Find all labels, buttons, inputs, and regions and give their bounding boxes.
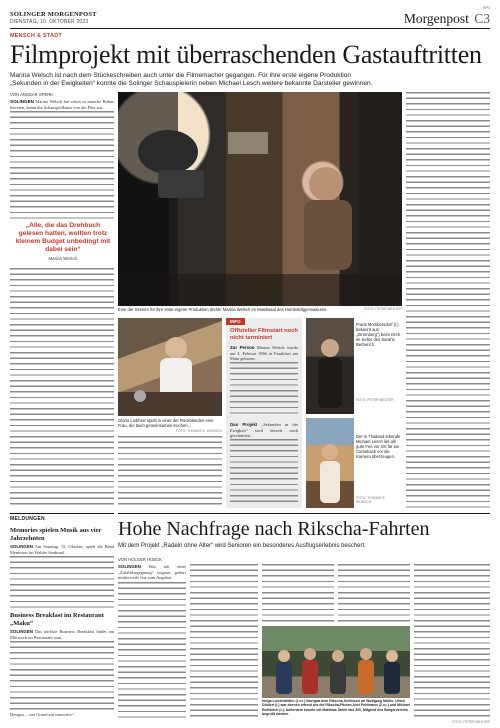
- info-project-label: Das Projekt: [230, 422, 258, 427]
- body-text-col1-bottom: [10, 268, 114, 508]
- article2-lead-place: SOLINGEN: [118, 564, 141, 569]
- main-photo: [118, 92, 402, 306]
- thailand-credit: FOTO: THOMAS E. WUNSCH: [356, 496, 386, 504]
- sidebar-item1-lead: [10, 544, 114, 555]
- sidebar-item1-title: Memories spielen Musik aus vier Jahrzehnten: [10, 527, 102, 542]
- info-text-lines-1: [230, 362, 298, 418]
- info-person-label: Zur Person: [230, 345, 255, 350]
- info-person: [230, 345, 298, 362]
- info-project-text: „Sekunden in der Ewigkeit“ wird derzeit noch geschnitten.: [230, 422, 298, 439]
- deck-line-1: Marina Welsch ist nach dem Stückeschreiben auch unter die Filmemacher gegangen. Für ihre erste eigene Produktion: [10, 72, 351, 79]
- sidebar-item2-place: SOLINGEN: [10, 629, 33, 634]
- info-person-text: Marina Welsch wurde am 4. Februar 1966 in Frankfurt am Main geboren.: [230, 345, 298, 362]
- headline: Filmprojekt mit überraschenden Gastauftritten: [10, 40, 482, 69]
- section-title: Morgenpost: [403, 11, 469, 26]
- info-text-lines-2: [230, 439, 298, 503]
- rikscha-caption: Helga Lichtenthäler (2.v.l.) übergab dem Rikscha-Schlüssel an Wolfgang Müller. Ulrich Döblert (l.) war ebenso erfreut wie die Rikscha-Piloten Axel Pohlmann (2.v.r.) und Michael Rothkirch (r.). Außerdem konnte mit Matthias Stolle das 200. Mitglied des Bürgervereins begrüßt werden.: [262, 699, 411, 716]
- masthead: [10, 6, 490, 28]
- article2-col5: [414, 564, 490, 718]
- sidebar-item2-title: Business Breakfast im Restaurant „Maku“: [10, 612, 104, 627]
- frank-credit: FOTO: PETER MEUTER: [356, 398, 394, 402]
- rikscha-group-illustration: [262, 626, 410, 698]
- frank-photo: [306, 318, 354, 414]
- deck: [10, 72, 490, 88]
- lead-place: SOLINGEN: [10, 99, 34, 104]
- article2-rule: [118, 513, 490, 514]
- sidebar-item2-lines: [10, 641, 114, 711]
- byline: VON ANSGAR SPERK: [10, 92, 54, 97]
- article2-lead-text: Was mit einer „Zufallsbegegnung“ begann, gehört mittlerweile fest zum Angebot.: [118, 564, 186, 581]
- cooking-scene-caption: Gloria Liebherr spielt in einer der Rückblenden eine Frau, die beim gemeinsamen Kochen...: [118, 418, 214, 428]
- main-photo-caption: Eine der Szenen für ihre erste eigene Produktion drehte Marina Welsch im Musiksaal des Humboldtgymnasiums.: [118, 307, 328, 312]
- sidebar-item1-place: SOLINGEN: [10, 544, 33, 549]
- thailand-illustration: [306, 418, 354, 508]
- thailand-caption: Der in Thailand lebende Michael Lesch lief als gute Fee vor Ort für ein Comeback vor die Kamera überzeugen.: [356, 434, 401, 459]
- page-number: C3: [474, 11, 490, 26]
- masthead-rule: [10, 28, 490, 29]
- frank-illustration: [306, 318, 354, 414]
- info-box: [226, 318, 302, 508]
- article-lead: [10, 99, 114, 110]
- sidebar-item2-lead: [10, 629, 114, 640]
- rikscha-photo: [262, 626, 410, 698]
- page-corner-code: RP3: [483, 6, 490, 10]
- article2-deck: Mit dem Projekt „Radeln ohne Alter“ wird Senioren ein besonderes Ausflugserlebnis beschert.: [118, 543, 366, 549]
- lead-text: Marina Welsch hat schon so manche Bühne betreten, kennt die Schauspielkunst von der Pike auf.: [10, 99, 114, 110]
- pull-quote-text: „Alle, die das Drehbuch gelesen hatten, wollten trotz kleinem Budget unbedingt mit dabei sein“: [15, 222, 111, 253]
- article2-col1: [118, 582, 186, 718]
- issue-date: DIENSTAG, 10. OKTOBER 2023: [10, 19, 89, 25]
- cooking-scene-credit: FOTO: THOMAS E. WUNSCH: [175, 429, 222, 433]
- sidebar-item2-end: Designs – von Grund auf innovativ“.: [10, 712, 75, 717]
- section-name: [404, 11, 490, 27]
- camera-operator-illustration: [118, 92, 402, 306]
- cooking-scene-illustration: [118, 318, 222, 416]
- article2-headline: Hohe Nachfrage nach Rikscha-Fahrten: [118, 518, 430, 540]
- deck-line-2: „Sekunden in der Ewigkeiten“ konnte die Solinger Schauspielerin neben Michael Lesch weitere bekannte Darsteller gewinnen.: [10, 80, 373, 87]
- sidebar-rule: [10, 513, 114, 514]
- frank-caption: Frank Mombersdorf (l.) bekannt aus „Stromberg“) beim Dreh im Keller des Sarahs Berberich.: [356, 322, 401, 347]
- pull-quote: [14, 222, 112, 261]
- body-text-col-right: [406, 92, 490, 508]
- main-photo-credit: FOTO: PETER MEUTER: [364, 307, 402, 311]
- article2-col4-top: [338, 564, 410, 622]
- body-text-col2: [118, 436, 222, 508]
- newspaper-name: SOLINGER MORGENPOST: [10, 11, 97, 18]
- info-label: INFO: [226, 318, 245, 325]
- article2-col3-top: [262, 564, 334, 622]
- article2-lead: [118, 564, 186, 581]
- article2-byline: VON HOLGER HOECK: [118, 557, 162, 562]
- kicker: MENSCH & STADT: [10, 33, 63, 39]
- sidebar-item1-text: Am Sonntag, 15. Oktober, spielt die Band Memories im Walder Stadtsaal.: [10, 544, 114, 555]
- thailand-photo: [306, 418, 354, 508]
- rikscha-credit: FOTO: PETER MEUTER: [452, 720, 490, 724]
- article2-col2: [190, 564, 258, 718]
- pull-quote-author: Marina Welsch: [48, 256, 78, 261]
- info-project: [230, 422, 298, 439]
- cooking-scene-photo: [118, 318, 222, 416]
- sidebar-item1-lines: [10, 556, 114, 608]
- info-title: Offizieller Filmstart noch nicht terminiert: [230, 328, 298, 341]
- body-text-col1-top: [10, 111, 114, 219]
- sidebar-item2-text: Das nächste Business Breakfast findet am Mittwoch im Restaurant statt.: [10, 629, 114, 640]
- sidebar-label: MELDUNGEN: [10, 516, 45, 522]
